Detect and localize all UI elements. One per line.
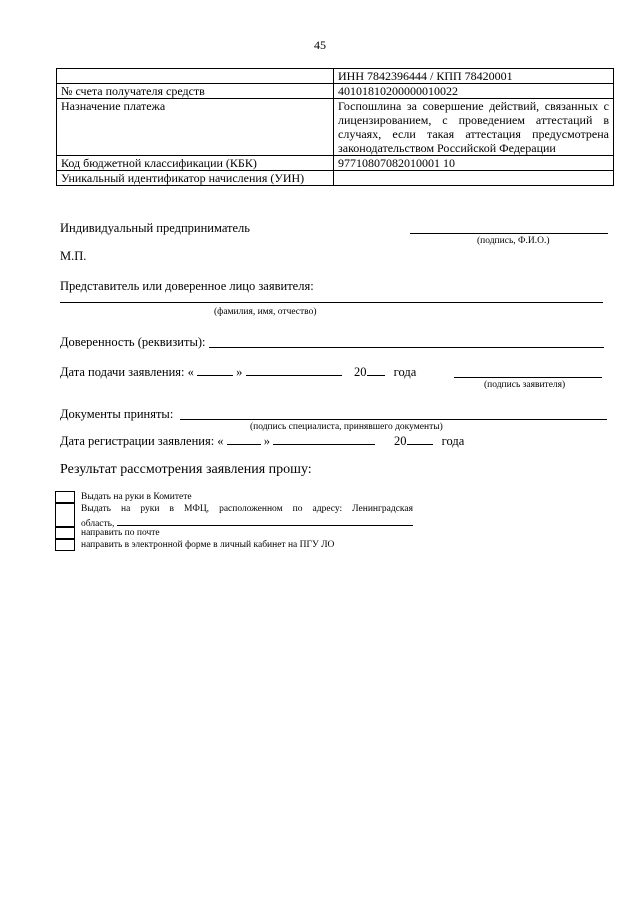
power-of-attorney-line[interactable] [209,347,604,348]
submission-month-field[interactable] [246,365,342,376]
applicant-signature-line[interactable] [454,377,602,378]
option-checkbox-committee[interactable] [55,491,75,503]
mfc-address-field[interactable] [117,515,413,526]
entrepreneur-signature-line[interactable] [410,233,608,234]
result-heading: Результат рассмотрения заявления прошу: [60,462,312,477]
stamp-label: М.П. [60,249,87,263]
option-checkbox-mfc[interactable] [55,503,75,527]
representative-caption: (фамилия, имя, отчество) [214,307,317,317]
page-number: 45 [314,38,326,52]
documents-accepted-label: Документы приняты: [60,407,174,421]
option-label-mfc: Выдать на руки в МФЦ, расположенном по адресу: Ленинградская [81,504,413,514]
submission-year-field[interactable] [367,365,385,376]
option-label-mfc-region: область, [81,519,115,529]
table-row [57,99,614,156]
table-cell-label: Уникальный идентификатор начисления (УИН) [57,171,334,186]
option-label-electronic: направить в электронной форме в личный кабинет на ПГУ ЛО [81,540,335,550]
specialist-signature-caption: (подпись специалиста, принявшего документы) [250,422,443,432]
submission-year-row [354,365,416,380]
applicant-signature-caption: (подпись заявителя) [484,380,566,390]
submission-date-row [60,365,342,380]
submission-date-label: Дата подачи заявления: « [60,365,194,379]
entrepreneur-label: Индивидуальный предприниматель [60,221,250,235]
table-cell-value: 40101810200000010022 [334,84,614,99]
table-row [57,156,614,171]
quote-close: » [236,365,243,379]
representative-name-line[interactable] [60,302,603,303]
power-of-attorney-label: Доверенность (реквизиты): [60,335,206,349]
specialist-signature-line[interactable] [180,419,607,420]
registration-year-field[interactable] [407,434,433,445]
table-cell-label: № счета получателя средств [57,84,334,99]
option-checkbox-electronic[interactable] [55,539,75,551]
table-cell-label: Назначение платежа [57,99,334,156]
table-cell-value: 97710807082010001 10 [334,156,614,171]
year-prefix: 20 [394,434,407,448]
table-cell-label: Код бюджетной классификации (КБК) [57,156,334,171]
registration-year-row [394,434,464,449]
option-checkbox-post[interactable] [55,527,75,539]
submission-day-field[interactable] [197,365,233,376]
registration-day-field[interactable] [227,434,261,445]
option-label-post: направить по почте [81,528,160,538]
quote-close: » [263,434,271,448]
entrepreneur-signature-caption: (подпись, Ф.И.О.) [477,236,550,246]
year-prefix: 20 [354,365,367,379]
option-label-committee: Выдать на руки в Комитете [81,492,192,502]
table-cell-value[interactable] [334,171,614,186]
table-row [57,69,614,84]
registration-month-field[interactable] [273,434,375,445]
table-row [57,171,614,186]
table-cell-value: ИНН 7842396444 / КПП 78420001 [334,69,614,84]
year-suffix: года [393,365,417,379]
requisites-table [56,68,614,186]
representative-label: Представитель или доверенное лицо заявителя: [60,279,314,293]
registration-date-label: Дата регистрации заявления: « [60,434,224,448]
table-cell-value: Госпошлина за совершение действий, связанных с лицензированием, с проведением аттестаций в случаях, если такая аттестация предусмотрена законодательством Российской Федерации [334,99,614,156]
registration-date-row [60,434,375,449]
table-row [57,84,614,99]
table-cell-label [57,69,334,84]
year-suffix: года [441,434,465,448]
